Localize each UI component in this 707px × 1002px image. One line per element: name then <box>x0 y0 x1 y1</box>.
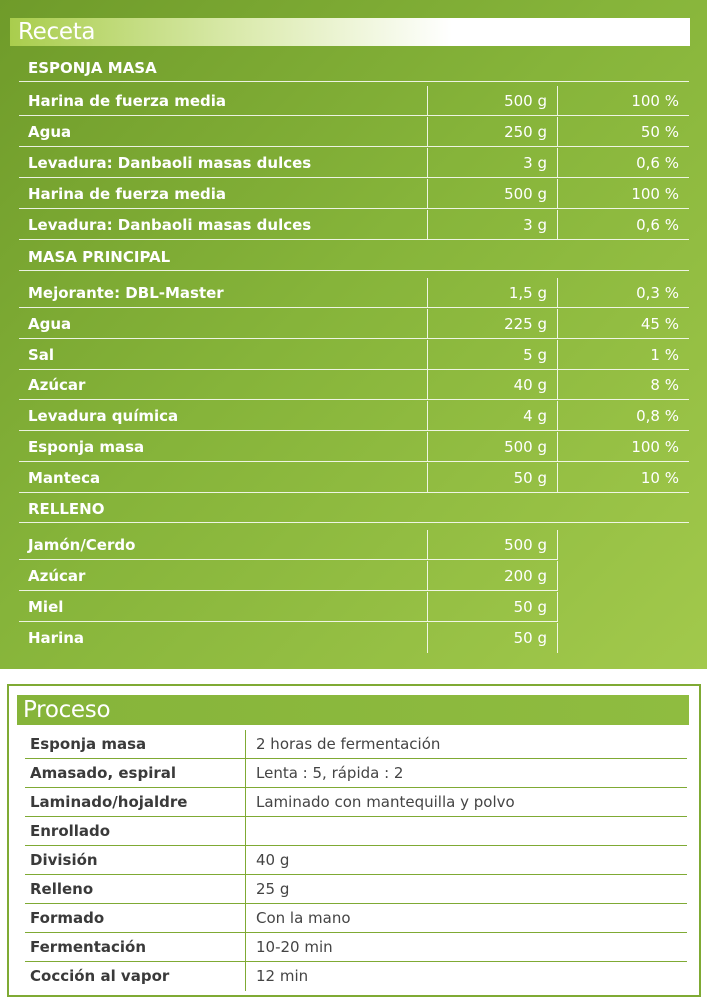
table-row <box>19 592 689 622</box>
ingredient-percent: 100 % <box>557 432 689 462</box>
ingredient-name: Harina de fuerza media <box>19 86 427 116</box>
table-row <box>19 530 689 560</box>
ingredient-name: Harina de fuerza media <box>19 179 427 209</box>
process-value: Lenta : 5, rápida : 2 <box>245 759 687 788</box>
process-value: Con la mano <box>245 904 687 933</box>
table-row <box>25 904 687 933</box>
process-step: Cocción al vapor <box>30 967 170 985</box>
ingredient-percent <box>557 561 689 591</box>
table-row <box>25 933 687 962</box>
ingredient-name: Miel <box>19 592 427 622</box>
ingredient-name: Sal <box>19 340 427 370</box>
section-heading-masa-principal: MASA PRINCIPAL <box>19 244 689 271</box>
ingredient-percent: 1 % <box>557 340 689 370</box>
table-row <box>25 962 687 991</box>
ingredient-quantity: 500 g <box>427 432 557 462</box>
process-step: Formado <box>25 904 245 933</box>
ingredient-name: Azúcar <box>19 561 427 591</box>
ingredient-percent: 10 % <box>557 463 689 493</box>
table-row <box>19 86 689 116</box>
ingredient-name: Agua <box>19 117 427 147</box>
ingredient-quantity: 500 g <box>427 86 557 116</box>
table-row <box>25 788 687 817</box>
table-row <box>19 561 689 591</box>
table-row <box>19 340 689 370</box>
table-row <box>19 432 689 462</box>
ingredient-quantity: 500 g <box>427 530 557 560</box>
ingredient-percent: 8 % <box>557 370 689 400</box>
process-value: 12 min <box>245 962 687 991</box>
ingredient-name: Azúcar <box>19 370 427 400</box>
ingredient-quantity: 1,5 g <box>427 278 557 308</box>
process-value: 25 g <box>245 875 687 904</box>
ingredient-name: Jamón/Cerdo <box>19 530 427 560</box>
ingredient-name: Harina <box>28 629 85 647</box>
table-row <box>19 463 689 493</box>
ingredient-quantity: 50 g <box>427 623 557 653</box>
table-row <box>19 117 689 147</box>
process-step: Enrollado <box>25 817 245 846</box>
ingredient-quantity: 250 g <box>427 117 557 147</box>
ingredient-percent: 50 % <box>557 117 689 147</box>
table-row <box>19 370 689 400</box>
receta-title-bar <box>10 18 690 46</box>
process-step: Fermentación <box>25 933 245 962</box>
ingredient-quantity: 3 g <box>427 210 557 240</box>
proceso-title: Proceso <box>23 697 111 723</box>
table-row <box>19 148 689 178</box>
process-step: Esponja masa <box>25 730 245 759</box>
section-heading-relleno: RELLENO <box>19 496 689 523</box>
table-row <box>25 875 687 904</box>
ingredient-percent <box>557 530 689 560</box>
ingredient-name: Manteca <box>19 463 427 493</box>
process-value: Laminado con mantequilla y polvo <box>245 788 687 817</box>
process-value <box>245 817 687 846</box>
ingredient-quantity: 3 g <box>427 148 557 178</box>
ingredient-quantity: 200 g <box>427 561 557 591</box>
receta-title: Receta <box>18 19 96 45</box>
ingredient-quantity: 5 g <box>427 340 557 370</box>
ingredient-quantity: 225 g <box>427 309 557 339</box>
table-row <box>19 309 689 339</box>
table-row <box>19 623 689 653</box>
process-value: 40 g <box>245 846 687 875</box>
ingredient-percent: 0,6 % <box>557 210 689 240</box>
ingredient-percent <box>557 592 689 622</box>
ingredient-quantity: 50 g <box>427 592 557 622</box>
table-row <box>19 179 689 209</box>
proceso-title-bar <box>17 695 689 725</box>
ingredient-name: Levadura: Danbaoli masas dulces <box>19 148 427 178</box>
ingredient-quantity: 4 g <box>427 401 557 431</box>
proceso-panel <box>7 684 701 997</box>
table-row <box>25 730 687 759</box>
table-row <box>25 846 687 875</box>
table-row <box>19 210 689 240</box>
ingredient-name: Agua <box>19 309 427 339</box>
ingredient-percent: 100 % <box>557 179 689 209</box>
process-step: Amasado, espiral <box>25 759 245 788</box>
process-step: Relleno <box>25 875 245 904</box>
ingredient-percent <box>557 623 689 653</box>
table-row <box>19 401 689 431</box>
ingredient-name: Mejorante: DBL-Master <box>19 278 427 308</box>
ingredient-quantity: 50 g <box>427 463 557 493</box>
process-value: 2 horas de fermentación <box>245 730 687 759</box>
ingredient-percent: 0,3 % <box>557 278 689 308</box>
table-row <box>25 759 687 788</box>
ingredient-name: Levadura química <box>19 401 427 431</box>
ingredient-percent: 0,6 % <box>557 148 689 178</box>
process-step: División <box>25 846 245 875</box>
table-row <box>19 278 689 308</box>
ingredient-quantity: 500 g <box>427 179 557 209</box>
ingredient-percent: 0,8 % <box>557 401 689 431</box>
ingredient-name: Levadura: Danbaoli masas dulces <box>19 210 427 240</box>
ingredient-percent: 45 % <box>557 309 689 339</box>
process-value: 10-20 min <box>245 933 687 962</box>
section-heading-esponja-masa: ESPONJA MASA <box>19 55 689 82</box>
ingredient-quantity: 40 g <box>427 370 557 400</box>
ingredient-percent: 100 % <box>557 86 689 116</box>
ingredient-name: Esponja masa <box>19 432 427 462</box>
table-row <box>25 817 687 846</box>
process-step: Laminado/hojaldre <box>25 788 245 817</box>
